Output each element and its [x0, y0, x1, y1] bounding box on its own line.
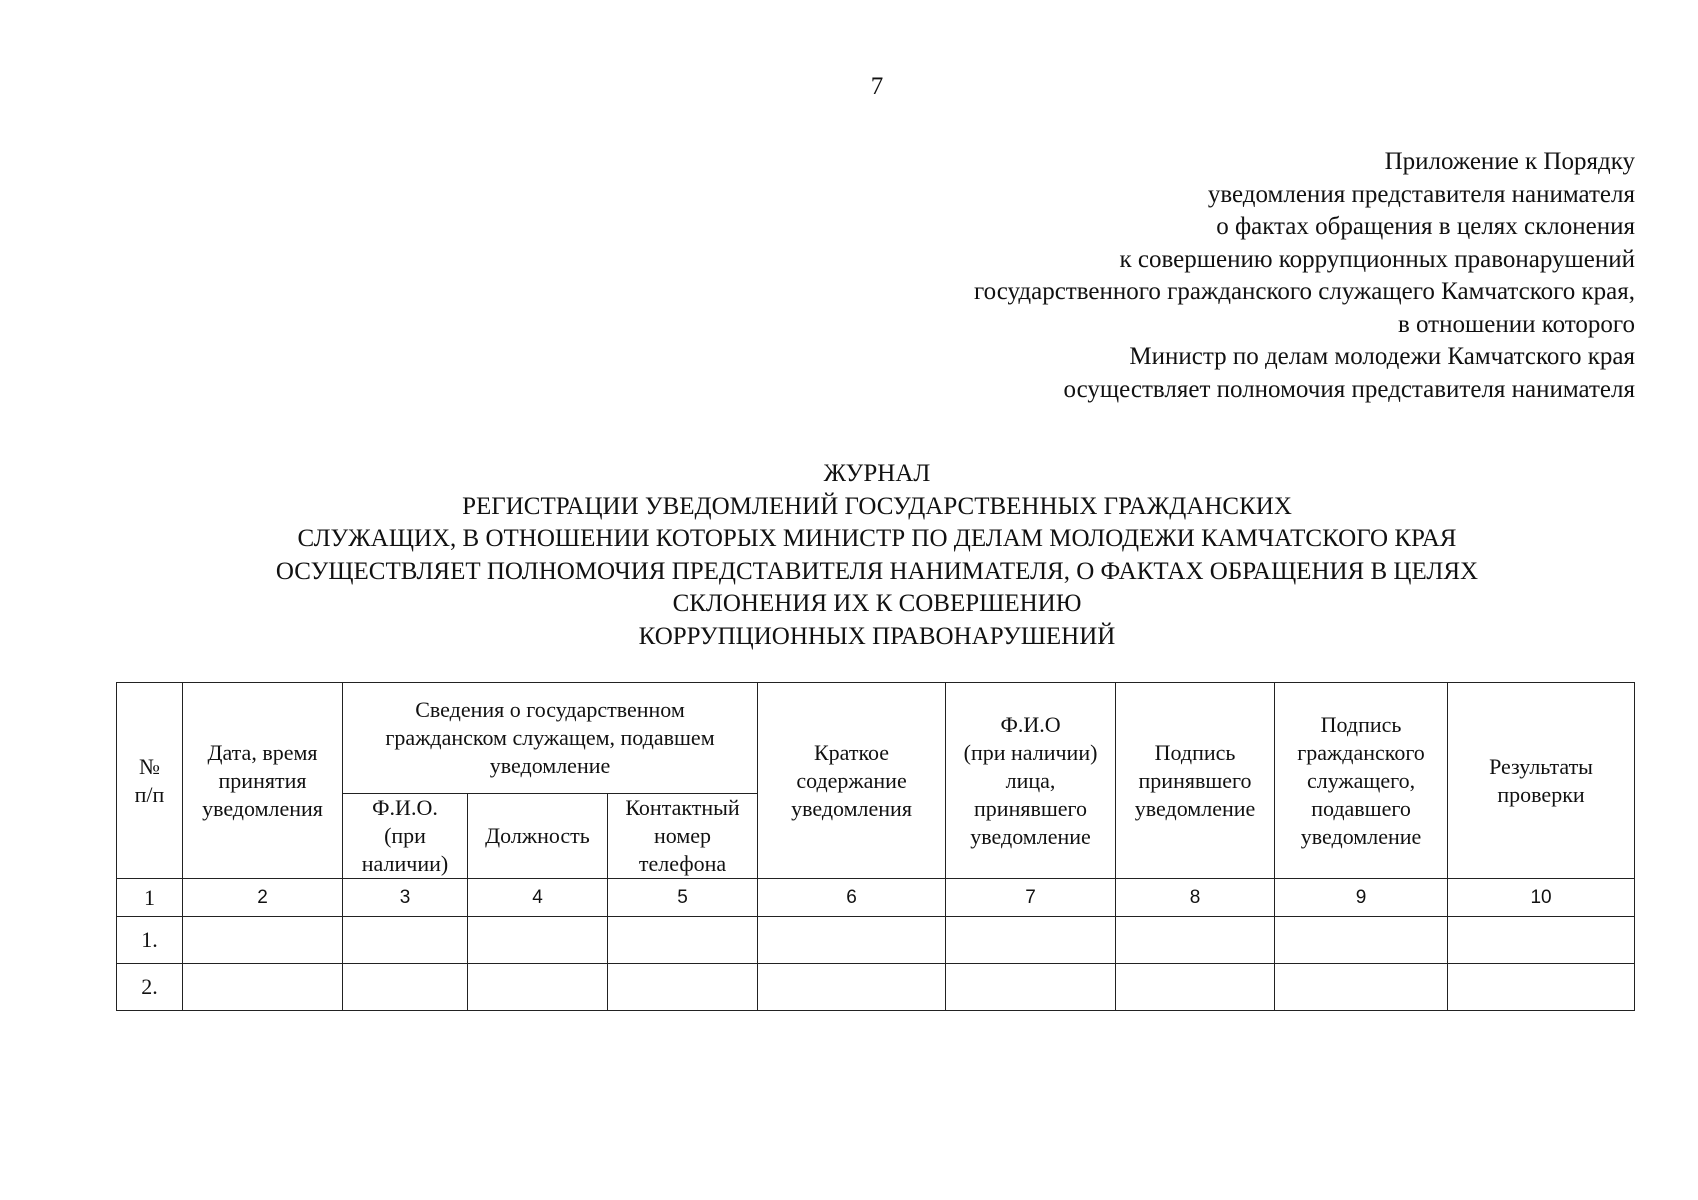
table-cell: [608, 917, 758, 964]
title-line: СЛУЖАЩИХ, В ОТНОШЕНИИ КОТОРЫХ МИНИСТР ПО ДЕЛАМ МОЛОДЕЖИ КАМЧАТСКОГО КРАЯ: [297, 525, 1457, 552]
journal-table: [116, 682, 1635, 1011]
page-number: 7: [870, 73, 884, 100]
header-text: лица,: [1005, 767, 1056, 793]
appendix-line: государственного гражданского служащего Камчатского края,: [973, 278, 1635, 305]
header-text: принятия: [218, 767, 307, 793]
table-cell: [946, 964, 1116, 1011]
appendix-line: к совершению коррупционных правонарушений: [1119, 245, 1635, 273]
header-text: (при наличии): [963, 739, 1098, 765]
title-line: КОРРУПЦИОННЫХ ПРАВОНАРУШЕНИЙ: [638, 622, 1116, 650]
table-cell: [1116, 917, 1275, 964]
title-line: ОСУЩЕСТВЛЯЕТ ПОЛНОМОЧИЯ ПРЕДСТАВИТЕЛЯ НАНИМАТЕЛЯ, О ФАКТАХ ОБРАЩЕНИЯ В ЦЕЛЯХ: [275, 557, 1479, 585]
table-cell: [1116, 964, 1275, 1011]
column-number: 3: [343, 879, 468, 917]
table-cell: [468, 964, 608, 1011]
column-number: 7: [946, 879, 1116, 917]
header-text: уведомление: [970, 823, 1091, 849]
header-text: проверки: [1497, 781, 1585, 807]
column-number-row: [117, 879, 1635, 917]
document-title: [0, 458, 1698, 653]
appendix-block: [974, 146, 1635, 406]
table-cell: [608, 964, 758, 1011]
table-cell: [1448, 917, 1635, 964]
header-text: гражданском служащем, подавшем: [385, 725, 715, 750]
header-text: уведомление: [489, 753, 611, 778]
header-receiver-signature: [1116, 683, 1275, 879]
header-text: Краткое: [813, 739, 890, 765]
table-cell: [1448, 964, 1635, 1011]
table-row: [117, 964, 1635, 1011]
header-servant-signature: [1275, 683, 1448, 879]
header-fio: [343, 794, 468, 879]
header-text: Должность: [485, 823, 590, 848]
header-text: Подпись: [1320, 711, 1402, 737]
header-text: наличии): [361, 851, 449, 876]
header-text: (при: [384, 823, 426, 848]
header-phone: [608, 794, 758, 879]
header-text: гражданского: [1297, 739, 1425, 765]
appendix-line: Министр по делам молодежи Камчатского края: [1129, 343, 1635, 370]
table-cell: [183, 964, 343, 1011]
header-text: уведомления: [791, 795, 912, 821]
header-text: Результаты: [1489, 753, 1593, 779]
header-position: [468, 794, 608, 879]
title-line: ЖУРНАЛ: [823, 460, 931, 487]
header-summary: [758, 683, 946, 879]
header-text: номер: [653, 823, 712, 848]
appendix-line: уведомления представителя нанимателя: [1207, 180, 1635, 208]
header-text: уведомления: [202, 795, 323, 821]
row-number: 2.: [117, 964, 183, 1011]
column-number: 5: [608, 879, 758, 917]
table-cell: [343, 917, 468, 964]
appendix-line: в отношении которого: [1397, 310, 1635, 338]
title-line: СКЛОНЕНИЯ ИХ К СОВЕРШЕНИЮ: [672, 590, 1082, 617]
table-cell: [183, 917, 343, 964]
header-receiver: [946, 683, 1116, 879]
header-text: Ф.И.О.: [372, 795, 438, 820]
header-servant-info: [343, 683, 758, 794]
header-text: уведомление: [1134, 795, 1256, 821]
title-line: РЕГИСТРАЦИИ УВЕДОМЛЕНИЙ ГОСУДАРСТВЕННЫХ ГРАЖДАНСКИХ: [462, 492, 1292, 520]
appendix-line: осуществляет полномочия представителя нанимателя: [1063, 375, 1635, 403]
table-cell: [758, 917, 946, 964]
appendix-line: Приложение к Порядку: [1384, 148, 1635, 175]
column-number: 1: [117, 879, 183, 917]
column-number: 6: [758, 879, 946, 917]
header-text: служащего,: [1306, 767, 1416, 793]
header-text: Сведения о государственном: [415, 697, 685, 722]
appendix-line: о фактах обращения в целях склонения: [1216, 213, 1635, 240]
column-number: 2: [183, 879, 343, 917]
header-text: принявшего: [1138, 767, 1252, 793]
row-number: 1.: [117, 917, 183, 964]
header-row-1: [117, 683, 1635, 794]
table-cell: [946, 917, 1116, 964]
header-text: уведомление: [1300, 823, 1422, 849]
header-date: [183, 683, 343, 879]
header-text: подавшего: [1311, 795, 1411, 821]
column-number: 4: [468, 879, 608, 917]
table-cell: [758, 964, 946, 1011]
column-number: 8: [1116, 879, 1275, 917]
header-text: телефона: [638, 851, 727, 876]
header-text: принявшего: [974, 795, 1088, 821]
header-text: Подпись: [1154, 739, 1236, 765]
header-text: п/п: [134, 781, 165, 807]
header-text: Ф.И.О: [1000, 711, 1061, 737]
header-text: Контактный: [625, 795, 740, 820]
table-cell: [468, 917, 608, 964]
header-num: [117, 683, 183, 879]
header-text: №: [139, 753, 160, 779]
header-text: Дата, время: [207, 739, 318, 765]
header-text: содержание: [796, 767, 907, 793]
table-cell: [1275, 964, 1448, 1011]
table-cell: [1275, 917, 1448, 964]
table-cell: [343, 964, 468, 1011]
column-number: 10: [1448, 879, 1635, 917]
table-row: [117, 917, 1635, 964]
column-number: 9: [1275, 879, 1448, 917]
header-results: [1448, 683, 1635, 879]
